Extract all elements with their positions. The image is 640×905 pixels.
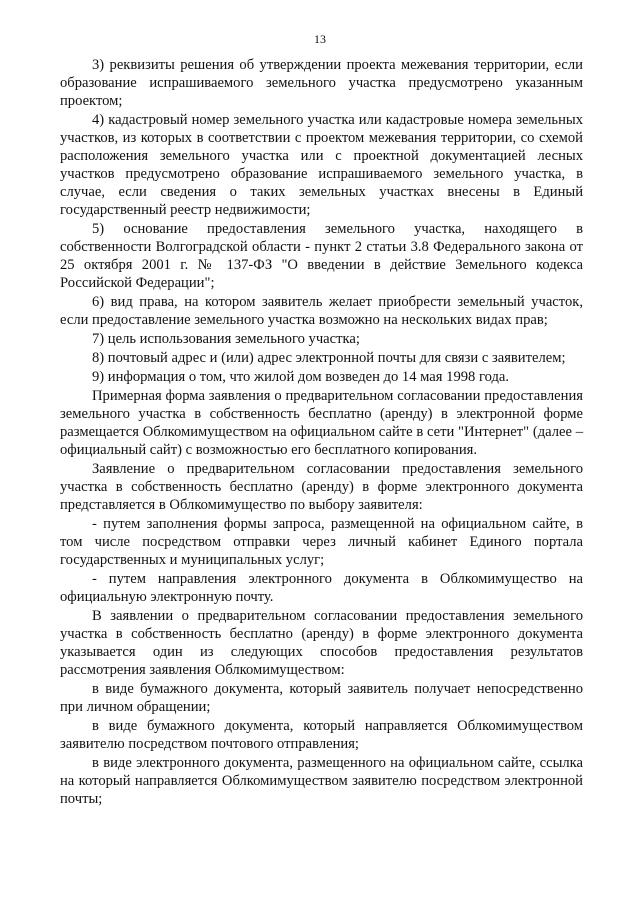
paragraph-result-methods: В заявлении о предварительном согласовании предоставления земельного участка в собственность бесплатно (аренду) в форме электронного документа указывается один из следующих способов предоставления результатов рассмотрения заявления Облкомимуществом: — [60, 608, 583, 678]
page-number: 13 — [314, 32, 326, 46]
document-body — [60, 56, 583, 809]
paragraph-item-3: 3) реквизиты решения об утверждении проекта межевания территории, если образование испрашиваемого земельного участка предусмотрено указанным проектом; — [60, 57, 583, 109]
paragraph-item-4: 4) кадастровый номер земельного участка или кадастровые номера земельных участков, из которых в соответствии с проектом межевания территории, со схемой расположения земельного участка или с проектной документацией лесных участков предусмотрено образование испрашиваемого земельного участка, в случае, если сведения о таких земельных участках внесены в Единый государственный реестр недвижимости; — [60, 112, 583, 218]
paragraph-method-paper-post: в виде бумажного документа, который направляется Облкомимуществом заявителю посредством почтового отправления; — [60, 718, 583, 752]
paragraph-item-9: 9) информация о том, что жилой дом возведен до 14 мая 1998 года. — [92, 369, 510, 385]
paragraph-item-6: 6) вид права, на котором заявитель желает приобрести земельный участок, если предоставление земельного участка возможно на нескольких видах прав; — [60, 294, 583, 328]
paragraph-submission-ways: Заявление о предварительном согласовании предоставления земельного участка в собственность бесплатно (аренду) в форме электронного документа представляется в Облкомимущество по выбору заявителя: — [60, 461, 583, 513]
paragraph-item-7: 7) цель использования земельного участка; — [92, 331, 360, 347]
paragraph-method-paper-personal: в виде бумажного документа, который заявитель получает непосредственно при личном обращении; — [60, 681, 583, 715]
paragraph-way-form: - путем заполнения формы запроса, размещенной на официальном сайте, в том числе посредством отправки через личный кабинет Единого портала государственных и муниципальных услуг; — [60, 516, 583, 568]
paragraph-item-8: 8) почтовый адрес и (или) адрес электронной почты для связи с заявителем; — [92, 350, 566, 366]
paragraph-method-electronic: в виде электронного документа, размещенного на официальном сайте, ссылка на который направляется Облкомимуществом заявителю посредством электронной почты; — [60, 755, 583, 807]
paragraph-sample-form: Примерная форма заявления о предварительном согласовании предоставления земельного участка в собственность бесплатно (аренду) в электронной форме размещается Облкомимуществом на официальном сайте в сети "Интернет" (далее – официальный сайт) с возможностью его бесплатного копирования. — [60, 388, 583, 458]
paragraph-way-email: - путем направления электронного документа в Облкомимущество на официальную электронную почту. — [60, 571, 583, 605]
paragraph-item-5: 5) основание предоставления земельного участка, находящего в собственности Волгоградской области - пункт 2 статьи 3.8 Федерального закона от 25 октября 2001 г. № 137-ФЗ "О введении в действие Земельного кодекса Российской Федерации"; — [60, 221, 583, 291]
